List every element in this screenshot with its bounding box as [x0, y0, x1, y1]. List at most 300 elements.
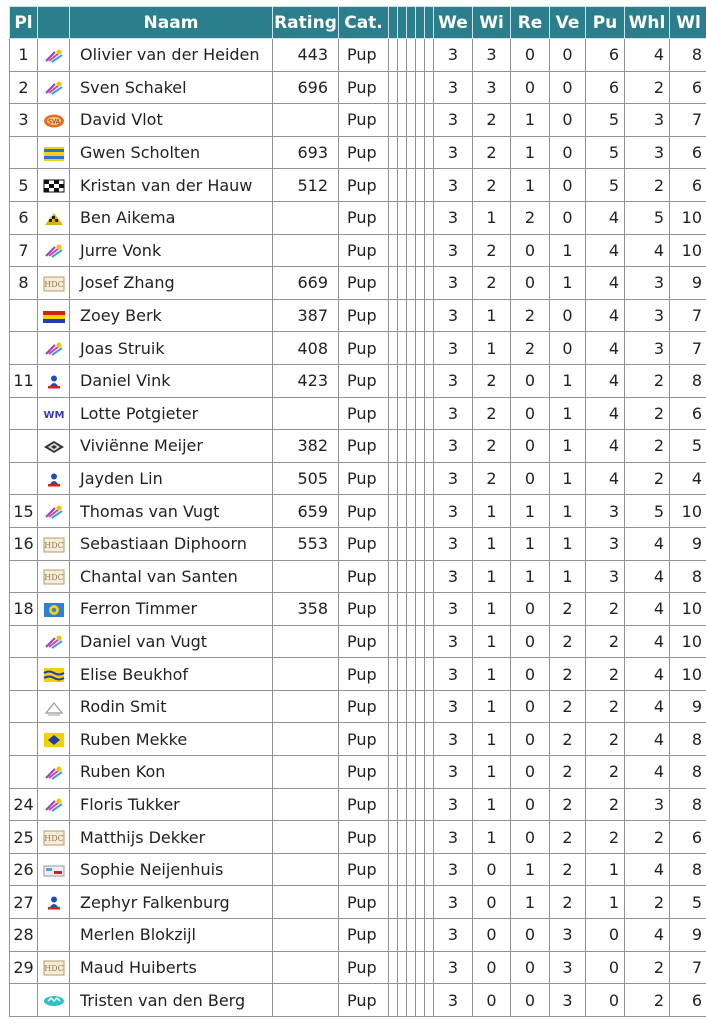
wl-cell: 5 [670, 430, 706, 463]
club-logo-cell [38, 756, 70, 789]
player-name: Jayden Lin [70, 462, 273, 495]
draws-cell: 1 [511, 104, 550, 137]
table-row [10, 136, 706, 169]
round-cell [389, 886, 398, 919]
round-cell [389, 234, 398, 267]
round-cell [425, 788, 434, 821]
rating-cell [273, 853, 339, 886]
points-cell: 4 [586, 397, 625, 430]
wl-cell: 8 [670, 723, 706, 756]
round-cell [425, 201, 434, 234]
wins-cell: 1 [473, 495, 511, 528]
table-row [10, 201, 706, 234]
round-cell [398, 788, 407, 821]
rank-cell [10, 560, 38, 593]
losses-cell: 3 [550, 984, 586, 1017]
wins-cell: 1 [473, 560, 511, 593]
round-cell [389, 593, 398, 626]
wins-cell: 2 [473, 136, 511, 169]
draws-cell: 0 [511, 234, 550, 267]
round-cell [398, 560, 407, 593]
losses-cell: 1 [550, 234, 586, 267]
round-cell [398, 39, 407, 72]
club-logo-cell [38, 788, 70, 821]
club-logo-cell [38, 397, 70, 430]
round-cell [425, 951, 434, 984]
draws-cell: 0 [511, 39, 550, 72]
round-cell [416, 462, 425, 495]
losses-cell: 0 [550, 39, 586, 72]
round-cell [425, 625, 434, 658]
losses-cell: 2 [550, 756, 586, 789]
draws-cell: 0 [511, 397, 550, 430]
rank-cell: 1 [10, 39, 38, 72]
club-logo-cell [38, 39, 70, 72]
wl-cell: 10 [670, 495, 706, 528]
losses-cell: 0 [550, 104, 586, 137]
round-cell [416, 234, 425, 267]
round-cell [398, 690, 407, 723]
wl-cell: 4 [670, 462, 706, 495]
rank-cell [10, 397, 38, 430]
round-cell [425, 723, 434, 756]
pawn-club-logo-icon [43, 371, 65, 390]
round-cell [425, 169, 434, 202]
draws-cell: 0 [511, 267, 550, 300]
losses-cell: 2 [550, 593, 586, 626]
wl-cell: 9 [670, 527, 706, 560]
club-logo-cell [38, 625, 70, 658]
round-cell [416, 951, 425, 984]
round-cell [389, 788, 398, 821]
whl-cell: 2 [625, 951, 670, 984]
club-logo-cell [38, 886, 70, 919]
wl-cell: 10 [670, 658, 706, 691]
points-cell: 5 [586, 136, 625, 169]
round-cell [389, 527, 398, 560]
draws-cell: 0 [511, 821, 550, 854]
round-cell [389, 364, 398, 397]
table-row [10, 886, 706, 919]
draws-cell: 0 [511, 984, 550, 1017]
points-cell: 2 [586, 788, 625, 821]
draws-cell: 0 [511, 919, 550, 952]
games-cell: 3 [434, 951, 473, 984]
draws-cell: 1 [511, 560, 550, 593]
losses-cell: 1 [550, 364, 586, 397]
points-cell: 5 [586, 169, 625, 202]
wins-cell: 1 [473, 299, 511, 332]
rating-cell: 505 [273, 462, 339, 495]
table-row [10, 951, 706, 984]
rating-cell: 659 [273, 495, 339, 528]
round-cell [389, 299, 398, 332]
wl-cell: 7 [670, 332, 706, 365]
hdc-club-logo-icon [43, 828, 65, 847]
round-cell [407, 853, 416, 886]
rating-cell [273, 821, 339, 854]
category-cell: Pup [339, 690, 389, 723]
round-cell [425, 234, 434, 267]
whl-cell: 4 [625, 853, 670, 886]
draws-cell: 1 [511, 136, 550, 169]
diamond-club-logo-icon [43, 730, 65, 749]
round-cell [407, 397, 416, 430]
oval-club-logo-icon [43, 110, 65, 129]
round-cell [425, 299, 434, 332]
table-row [10, 821, 706, 854]
pawn-club-logo-icon [43, 893, 65, 912]
whl-cell: 5 [625, 201, 670, 234]
club-logo-cell [38, 267, 70, 300]
round-cell [398, 397, 407, 430]
table-row [10, 593, 706, 626]
rating-cell: 696 [273, 71, 339, 104]
rating-cell [273, 234, 339, 267]
player-name: Merlen Blokzijl [70, 919, 273, 952]
player-name: Elise Beukhof [70, 658, 273, 691]
losses-cell: 2 [550, 853, 586, 886]
whl-cell: 2 [625, 364, 670, 397]
rating-cell: 387 [273, 299, 339, 332]
round-cell [416, 430, 425, 463]
category-cell: Pup [339, 593, 389, 626]
category-cell: Pup [339, 430, 389, 463]
round-cell [425, 462, 434, 495]
round-cell [398, 299, 407, 332]
table-row [10, 560, 706, 593]
round-cell [416, 723, 425, 756]
round-cell [389, 332, 398, 365]
rating-cell [273, 690, 339, 723]
category-cell: Pup [339, 201, 389, 234]
wins-cell: 0 [473, 919, 511, 952]
losses-cell: 1 [550, 267, 586, 300]
round-cell [416, 658, 425, 691]
games-cell: 3 [434, 593, 473, 626]
round-cell [425, 756, 434, 789]
round-cell [389, 951, 398, 984]
table-row [10, 430, 706, 463]
category-cell: Pup [339, 788, 389, 821]
table-row [10, 658, 706, 691]
losses-cell: 3 [550, 951, 586, 984]
round-cell [407, 723, 416, 756]
svg-text:SVA: SVA [47, 118, 60, 126]
round-cell [425, 886, 434, 919]
star-club-logo-icon [43, 339, 65, 358]
round-cell [398, 136, 407, 169]
wins-cell: 0 [473, 886, 511, 919]
round-cell [407, 299, 416, 332]
whl-cell: 2 [625, 886, 670, 919]
round-cell [389, 267, 398, 300]
wins-cell: 1 [473, 201, 511, 234]
round-cell [425, 39, 434, 72]
table-row [10, 984, 706, 1017]
whl-cell: 4 [625, 723, 670, 756]
round-cell [407, 104, 416, 137]
club-logo-cell [38, 136, 70, 169]
draws-cell: 0 [511, 756, 550, 789]
wl-cell: 6 [670, 984, 706, 1017]
losses-cell: 3 [550, 919, 586, 952]
whl-cell: 3 [625, 788, 670, 821]
losses-cell: 2 [550, 723, 586, 756]
category-cell: Pup [339, 527, 389, 560]
whl-cell: 2 [625, 169, 670, 202]
games-cell: 3 [434, 658, 473, 691]
games-cell: 3 [434, 364, 473, 397]
wim-club-logo-icon [43, 404, 65, 423]
draws-cell: 0 [511, 690, 550, 723]
wl-cell: 8 [670, 560, 706, 593]
category-cell: Pup [339, 234, 389, 267]
player-name: Zoey Berk [70, 299, 273, 332]
rank-cell: 2 [10, 71, 38, 104]
table-row [10, 690, 706, 723]
draws-cell: 0 [511, 951, 550, 984]
club-logo-cell [38, 690, 70, 723]
club-logo-cell [38, 593, 70, 626]
category-cell: Pup [339, 169, 389, 202]
round-cell [407, 234, 416, 267]
flag-club-logo-icon [43, 176, 65, 195]
rank-cell: 26 [10, 853, 38, 886]
round-cell [407, 430, 416, 463]
category-cell: Pup [339, 299, 389, 332]
round-cell [398, 593, 407, 626]
round-cell [398, 658, 407, 691]
header-rating: Rating [273, 7, 339, 39]
losses-cell: 2 [550, 821, 586, 854]
round-cell [407, 625, 416, 658]
round-cell [389, 560, 398, 593]
hdc-club-logo-icon [43, 958, 65, 977]
draws-cell: 0 [511, 364, 550, 397]
rating-cell [273, 104, 339, 137]
losses-cell: 1 [550, 397, 586, 430]
category-cell: Pup [339, 71, 389, 104]
player-name: Thomas van Vugt [70, 495, 273, 528]
round-cell [407, 495, 416, 528]
games-cell: 3 [434, 462, 473, 495]
round-cell [425, 560, 434, 593]
rank-cell: 7 [10, 234, 38, 267]
category-cell: Pup [339, 495, 389, 528]
category-cell: Pup [339, 853, 389, 886]
points-cell: 4 [586, 234, 625, 267]
round-cell [389, 853, 398, 886]
losses-cell: 2 [550, 625, 586, 658]
points-cell: 2 [586, 625, 625, 658]
svg-text:HDC: HDC [43, 540, 64, 550]
round-cell [425, 527, 434, 560]
whl-cell: 4 [625, 919, 670, 952]
category-cell: Pup [339, 332, 389, 365]
round-cell [389, 71, 398, 104]
wl-cell: 7 [670, 299, 706, 332]
whl-cell: 3 [625, 267, 670, 300]
player-name: Sven Schakel [70, 71, 273, 104]
losses-cell: 2 [550, 788, 586, 821]
round-cell [407, 462, 416, 495]
round-cell [416, 853, 425, 886]
draws-cell: 0 [511, 658, 550, 691]
rating-cell [273, 756, 339, 789]
round-cell [398, 267, 407, 300]
rank-cell: 28 [10, 919, 38, 952]
rating-cell: 382 [273, 430, 339, 463]
games-cell: 3 [434, 495, 473, 528]
round-cell [407, 332, 416, 365]
rating-cell: 693 [273, 136, 339, 169]
round-cell [425, 593, 434, 626]
points-cell: 2 [586, 821, 625, 854]
rating-cell [273, 397, 339, 430]
draws-cell: 0 [511, 723, 550, 756]
whl-cell: 2 [625, 430, 670, 463]
player-name: Josef Zhang [70, 267, 273, 300]
category-cell: Pup [339, 364, 389, 397]
checker-club-logo-icon [43, 208, 65, 227]
points-cell: 4 [586, 462, 625, 495]
table-row [10, 364, 706, 397]
points-cell: 0 [586, 951, 625, 984]
club-logo-cell [38, 169, 70, 202]
round-cell [425, 495, 434, 528]
round-cell [425, 71, 434, 104]
header-round [416, 7, 425, 39]
rank-cell [10, 332, 38, 365]
round-cell [416, 919, 425, 952]
games-cell: 3 [434, 299, 473, 332]
player-name: Tristen van den Berg [70, 984, 273, 1017]
round-cell [416, 169, 425, 202]
wins-cell: 1 [473, 788, 511, 821]
check-club-logo-icon [43, 860, 65, 879]
whl-cell: 4 [625, 756, 670, 789]
table-row [10, 39, 706, 72]
wins-cell: 2 [473, 462, 511, 495]
losses-cell: 2 [550, 690, 586, 723]
svg-text:HDC: HDC [43, 964, 64, 974]
games-cell: 3 [434, 136, 473, 169]
category-cell: Pup [339, 919, 389, 952]
rank-cell [10, 462, 38, 495]
round-cell [416, 397, 425, 430]
round-cell [389, 658, 398, 691]
player-name: David Vlot [70, 104, 273, 137]
club-logo-cell [38, 821, 70, 854]
category-cell: Pup [339, 821, 389, 854]
round-cell [398, 364, 407, 397]
round-cell [398, 625, 407, 658]
round-cell [416, 984, 425, 1017]
player-name: Olivier van der Heiden [70, 39, 273, 72]
round-cell [416, 886, 425, 919]
table-row [10, 104, 706, 137]
wins-cell: 1 [473, 332, 511, 365]
player-name: Zephyr Falkenburg [70, 886, 273, 919]
rating-cell: 423 [273, 364, 339, 397]
player-name: Viviënne Meijer [70, 430, 273, 463]
round-cell [425, 332, 434, 365]
rating-cell: 408 [273, 332, 339, 365]
table-row [10, 723, 706, 756]
round-cell [407, 886, 416, 919]
round-cell [416, 560, 425, 593]
wins-cell: 3 [473, 39, 511, 72]
rank-cell: 5 [10, 169, 38, 202]
round-cell [416, 104, 425, 137]
star-club-logo-icon [43, 241, 65, 260]
games-cell: 3 [434, 690, 473, 723]
wl-cell: 6 [670, 169, 706, 202]
round-cell [407, 919, 416, 952]
player-name: Ben Aikema [70, 201, 273, 234]
wl-cell: 6 [670, 136, 706, 169]
round-cell [389, 39, 398, 72]
games-cell: 3 [434, 71, 473, 104]
wl-cell: 6 [670, 397, 706, 430]
player-name: Matthijs Dekker [70, 821, 273, 854]
points-cell: 1 [586, 853, 625, 886]
table-row [10, 756, 706, 789]
round-cell [407, 527, 416, 560]
losses-cell: 0 [550, 201, 586, 234]
round-cell [389, 136, 398, 169]
rating-cell: 512 [273, 169, 339, 202]
wins-cell: 2 [473, 430, 511, 463]
games-cell: 3 [434, 527, 473, 560]
club-logo-cell [38, 658, 70, 691]
round-cell [407, 39, 416, 72]
games-cell: 3 [434, 788, 473, 821]
draws-cell: 1 [511, 169, 550, 202]
whl-cell: 3 [625, 104, 670, 137]
rank-cell [10, 136, 38, 169]
wins-cell: 2 [473, 364, 511, 397]
round-cell [425, 984, 434, 1017]
losses-cell: 1 [550, 495, 586, 528]
cyan-club-logo-icon [43, 991, 65, 1010]
wl-cell: 5 [670, 886, 706, 919]
round-cell [425, 853, 434, 886]
category-cell: Pup [339, 951, 389, 984]
whl-cell: 2 [625, 71, 670, 104]
rank-cell [10, 658, 38, 691]
games-cell: 3 [434, 104, 473, 137]
round-cell [389, 201, 398, 234]
round-cell [389, 625, 398, 658]
points-cell: 6 [586, 71, 625, 104]
round-cell [407, 169, 416, 202]
rating-cell [273, 723, 339, 756]
round-cell [425, 364, 434, 397]
stripe-club-logo-icon [43, 143, 65, 162]
rank-cell [10, 625, 38, 658]
rating-cell [273, 951, 339, 984]
rating-cell [273, 919, 339, 952]
wl-cell: 6 [670, 821, 706, 854]
round-cell [389, 756, 398, 789]
category-cell: Pup [339, 560, 389, 593]
header-pu: Pu [586, 7, 625, 39]
points-cell: 0 [586, 984, 625, 1017]
club-logo-cell [38, 364, 70, 397]
whl-cell: 2 [625, 984, 670, 1017]
